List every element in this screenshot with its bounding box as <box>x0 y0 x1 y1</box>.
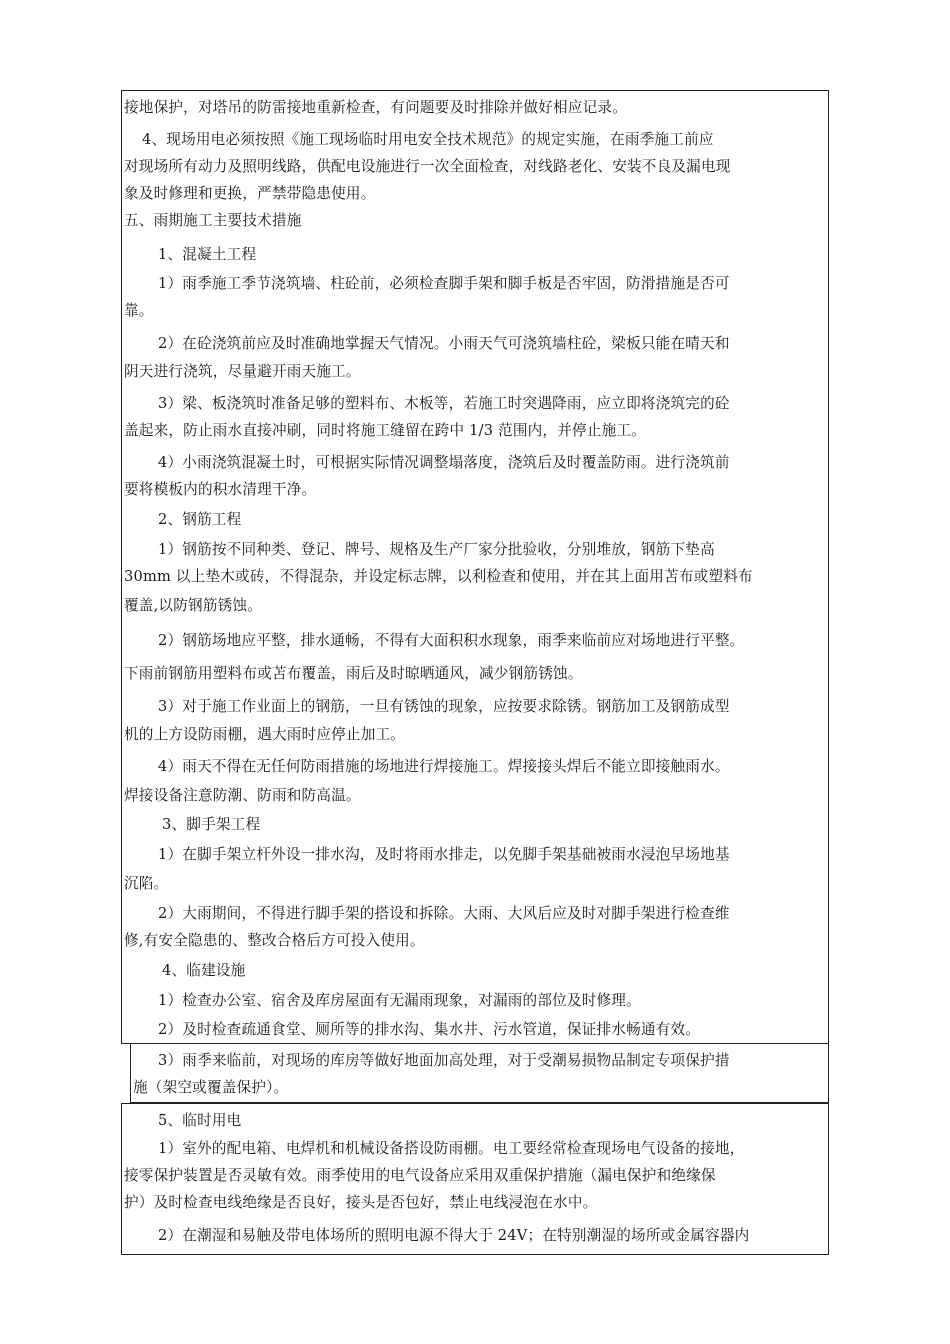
text-line: 盖起来，防止雨水直接冲刷，同时将施工缝留在跨中 1/3 范围内，并停止施工。 <box>124 422 646 439</box>
text-line: 2）在砼浇筑前应及时准确地掌握天气情况。小雨天气可浇筑墙柱砼，梁板只能在晴天和 <box>158 335 730 352</box>
text-line: 机的上方设防雨棚，遇大雨时应停止加工。 <box>124 726 406 743</box>
text-line: 沉陷。 <box>124 875 169 892</box>
text-line: 2）及时检查疏通食堂、厕所等的排水沟、集水井、污水管道，保证排水畅通有效。 <box>158 1021 701 1038</box>
text-line: 修,有安全隐患的、整改合格后方可投入使用。 <box>124 932 425 949</box>
text-line: 2）大雨期间，不得进行脚手架的搭设和拆除。大雨、大风后应及时对脚手架进行检查维 <box>158 905 730 922</box>
text-line: 对现场所有动力及照明线路，供配电设施进行一次全面检查，对线路老化、安装不良及漏电现 <box>124 158 731 175</box>
text-line: 接零保护装置是否灵敏有效。雨季使用的电气设备应采用双重保护措施（漏电保护和绝缘保 <box>124 1167 716 1184</box>
text-line: 5、临时用电 <box>158 1112 242 1129</box>
text-line: 五、雨期施工主要技术措施 <box>124 212 302 229</box>
text-line: 靠。 <box>124 302 154 319</box>
text-line: 2）钢筋场地应平整，排水通畅，不得有大面积积水现象，雨季来临前应对场地进行平整。 <box>158 632 745 649</box>
text-line: 1）室外的配电箱、电焊机和机械设备搭设防雨棚。电工要经常检查现场电气设备的接地， <box>158 1140 745 1157</box>
text-line: 4）小雨浇筑混凝土时，可根据实际情况调整塌落度，浇筑后及时覆盖防雨。进行浇筑前 <box>158 454 730 471</box>
text-line: 30mm 以上垫木或砖，不得混杂，并设定标志牌，以利检查和使用，并在其上面用苫布或塑料布 <box>124 568 753 585</box>
text-line: 接地保护，对塔吊的防雷接地重新检查，有问题要及时排除并做好相应记录。 <box>124 99 627 116</box>
text-line: 3）对于施工作业面上的钢筋，一旦有锈蚀的现象，应按要求除锈。钢筋加工及钢筋成型 <box>158 698 730 715</box>
text-line: 2）在潮湿和易触及带电体场所的照明电源不得大于 24V；在特别潮湿的场所或金属容器内 <box>158 1227 750 1244</box>
text-line: 3）梁、板浇筑时准备足够的塑料布、木板等，若施工时突遇降雨，应立即将浇筑完的砼 <box>158 395 730 412</box>
text-line: 下雨前钢筋用塑料布或苫布覆盖，雨后及时晾晒通风，减少钢筋锈蚀。 <box>124 665 583 682</box>
text-line: 1）钢筋按不同种类、登记、牌号、规格及生产厂家分批验收，分别堆放，钢筋下垫高 <box>158 541 715 558</box>
text-line: 阴天进行浇筑，尽量避开雨天施工。 <box>124 363 361 380</box>
text-line: 4、临建设施 <box>162 962 246 979</box>
text-line: 1）雨季施工季节浇筑墙、柱砼前，必须检查脚手架和脚手板是否牢固，防滑措施是否可 <box>158 275 730 292</box>
text-line: 焊接设备注意防潮、防雨和防高温。 <box>124 787 361 804</box>
text-line: 1、混凝土工程 <box>158 246 257 263</box>
text-line: 覆盖,以防钢筋锈蚀。 <box>124 597 262 614</box>
text-line: 要将模板内的积水清理干净。 <box>124 481 317 498</box>
text-line: 1）检查办公室、宿舍及库房屋面有无漏雨现象，对漏雨的部位及时修理。 <box>158 992 641 1009</box>
text-line: 2、钢筋工程 <box>158 511 242 528</box>
text-line: 象及时修理和更换，严禁带隐患使用。 <box>124 185 376 202</box>
text-line: 护）及时检查电线绝缘是否良好，接头是否包好，禁止电线浸泡在水中。 <box>124 1194 598 1211</box>
text-line: 施（架空或覆盖保护）。 <box>133 1079 289 1096</box>
text-line: 4、现场用电必须按照《施工现场临时用电安全技术规范》的规定实施，在雨季施工前应 <box>142 131 714 148</box>
text-line: 3、脚手架工程 <box>162 816 261 833</box>
text-line: 4）雨天不得在无任何防雨措施的场地进行焊接施工。焊接接头焊后不能立即接触雨水。 <box>158 758 730 775</box>
text-line: 3）雨季来临前，对现场的库房等做好地面加高处理，对于受潮易损物品制定专项保护措 <box>158 1052 730 1069</box>
text-line: 1）在脚手架立杆外设一排水沟，及时将雨水排走，以免脚手架基础被雨水浸泡早场地基 <box>158 846 730 863</box>
